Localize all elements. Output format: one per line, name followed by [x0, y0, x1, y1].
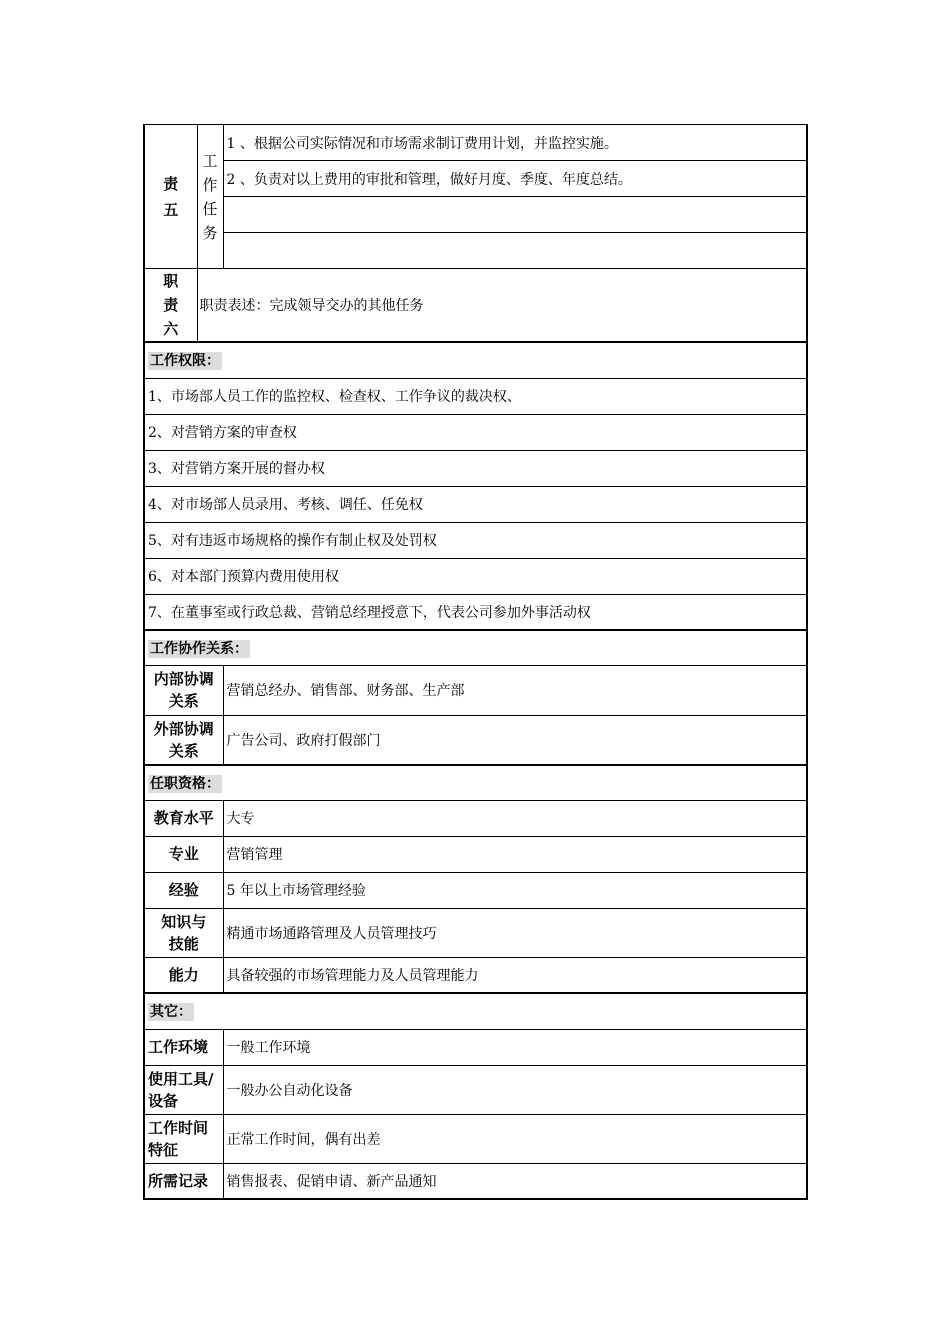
authority-item-6: 6、对本部门预算内费用使用权: [144, 558, 807, 594]
other-records-label: 所需记录: [144, 1163, 223, 1199]
duty5-task-4: [223, 233, 807, 269]
cooperation-title: 工作协作关系：: [144, 630, 807, 665]
cooperation-internal-value: 营销总经办、销售部、财务部、生产部: [223, 665, 807, 715]
cooperation-internal-label: 内部协调关系: [144, 665, 223, 715]
qualification-experience-value: 5 年以上市场管理经验: [223, 872, 807, 908]
qualification-row-experience: [144, 872, 807, 908]
qualification-education-value: 大专: [223, 800, 807, 836]
duty5-row-1: [144, 125, 807, 161]
other-row-tools: [144, 1065, 807, 1114]
qualification-major-value: 营销管理: [223, 836, 807, 872]
other-worktime-value: 正常工作时间，偶有出差: [223, 1114, 807, 1163]
qualification-row-major: [144, 836, 807, 872]
authority-item-4: 4、对市场部人员录用、考核、调任、任免权: [144, 486, 807, 522]
qualification-title: 任职资格：: [144, 765, 807, 800]
cooperation-header-row: [144, 630, 807, 665]
duty5-row-4: [144, 233, 807, 269]
cooperation-external-label: 外部协调关系: [144, 715, 223, 765]
duty6-label: 职责六: [144, 269, 197, 343]
qualification-row-education: [144, 800, 807, 836]
cooperation-external-value: 广告公司、政府打假部门: [223, 715, 807, 765]
other-tools-value: 一般办公自动化设备: [223, 1065, 807, 1114]
other-header-row: [144, 993, 807, 1029]
authority-title: 工作权限：: [144, 342, 807, 378]
other-row-worktime: [144, 1114, 807, 1163]
qualification-header-row: [144, 765, 807, 800]
other-environment-label: 工作环境: [144, 1029, 223, 1065]
duty6-text: 职责表述：完成领导交办的其他任务: [197, 269, 807, 343]
authority-item-7: 7、在董事室或行政总裁、营销总经理授意下，代表公司参加外事活动权: [144, 594, 807, 630]
authority-item-3: 3、对营销方案开展的督办权: [144, 450, 807, 486]
qualification-major-label: 专业: [144, 836, 223, 872]
qualification-row-ability: [144, 957, 807, 993]
qualification-experience-label: 经验: [144, 872, 223, 908]
job-description-document: [143, 124, 806, 1200]
duty5-sublabel: 工作任务: [197, 125, 223, 269]
other-worktime-label: 工作时间特征: [144, 1114, 223, 1163]
qualification-ability-value: 具备较强的市场管理能力及人员管理能力: [223, 957, 807, 993]
authority-item-1: 1、市场部人员工作的监控权、检查权、工作争议的裁决权、: [144, 378, 807, 414]
duty6-row: [144, 269, 807, 343]
qualification-knowledge-label: 知识与技能: [144, 908, 223, 957]
qualification-knowledge-value: 精通市场通路管理及人员管理技巧: [223, 908, 807, 957]
qualification-education-label: 教育水平: [144, 800, 223, 836]
other-row-records: [144, 1163, 807, 1199]
other-records-value: 销售报表、促销申请、新产品通知: [223, 1163, 807, 1199]
duty5-task-2: 2 、负责对以上费用的审批和管理，做好月度、季度、年度总结。: [223, 161, 807, 197]
authority-header-row: [144, 342, 807, 378]
qualification-row-knowledge: [144, 908, 807, 957]
cooperation-row-external: [144, 715, 807, 765]
job-description-table: [143, 124, 808, 1200]
duty5-row-2: [144, 161, 807, 197]
duty5-row-3: [144, 197, 807, 233]
qualification-ability-label: 能力: [144, 957, 223, 993]
cooperation-row-internal: [144, 665, 807, 715]
other-environment-value: 一般工作环境: [223, 1029, 807, 1065]
other-title: 其它：: [144, 993, 807, 1029]
duty5-label: 责五: [144, 125, 197, 269]
authority-item-5: 5、对有违返市场规格的操作有制止权及处罚权: [144, 522, 807, 558]
duty5-task-3: [223, 197, 807, 233]
other-tools-label: 使用工具/设备: [144, 1065, 223, 1114]
other-row-environment: [144, 1029, 807, 1065]
duty5-task-1: 1 、根据公司实际情况和市场需求制订费用计划，并监控实施。: [223, 125, 807, 161]
authority-item-2: 2、对营销方案的审查权: [144, 414, 807, 450]
